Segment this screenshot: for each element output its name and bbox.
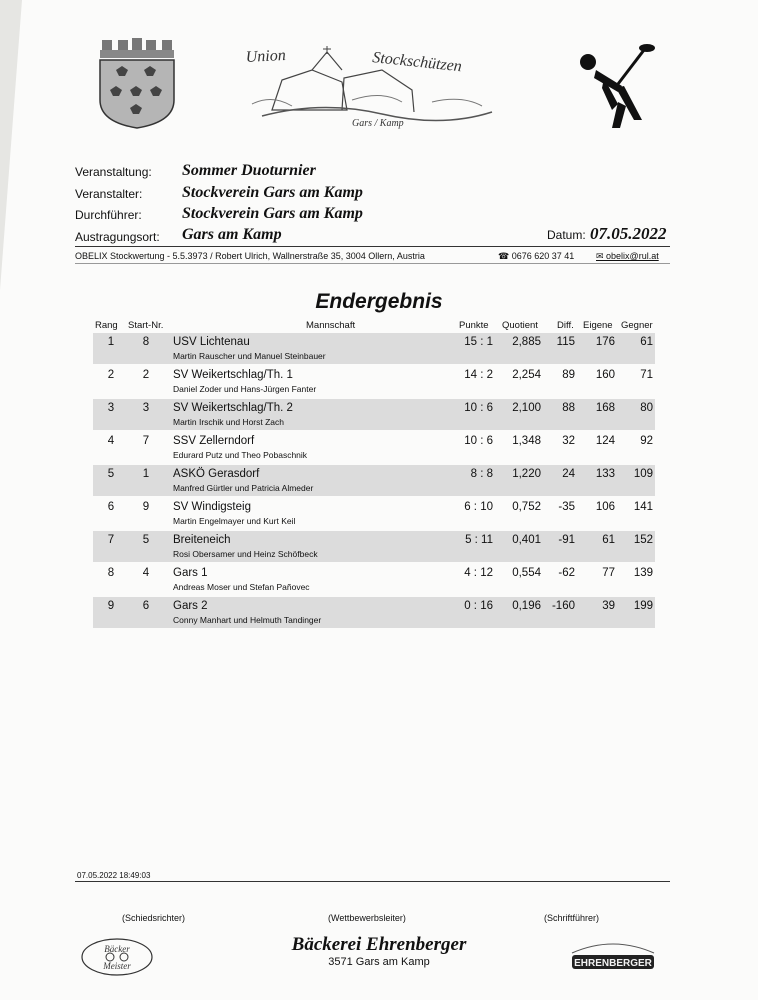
- cell-team: SV Weikertschlag/Th. 1: [173, 369, 293, 381]
- svg-text:EHRENBERGER: EHRENBERGER: [574, 958, 652, 969]
- cell-team: Gars 1: [173, 567, 208, 579]
- cell-players: Edurard Putz und Theo Pobaschnik: [173, 450, 308, 460]
- cell-startnr: 3: [142, 402, 150, 414]
- cell-rang: 2: [107, 369, 115, 381]
- svg-text:Bäcker: Bäcker: [104, 944, 130, 954]
- col-quotient: Quotient: [502, 320, 538, 331]
- col-mannschaft: Mannschaft: [306, 320, 356, 331]
- col-punkte: Punkte: [459, 320, 489, 331]
- col-eigene: Eigene: [583, 320, 613, 331]
- table-row: [93, 597, 655, 628]
- datum-label: Datum:: [547, 228, 586, 242]
- cell-gegner: 92: [640, 435, 653, 447]
- cell-eigene: 77: [602, 567, 615, 579]
- cell-punkte: 14 : 2: [464, 369, 493, 381]
- cell-startnr: 4: [142, 567, 150, 579]
- table-row: [93, 465, 655, 496]
- cell-quotient: 1,220: [512, 468, 541, 480]
- cell-startnr: 2: [142, 369, 150, 381]
- col-diff: Diff.: [557, 320, 574, 331]
- table-row: [93, 432, 655, 463]
- cell-startnr: 1: [142, 468, 150, 480]
- durchfuehrer-value: Stockverein Gars am Kamp: [182, 205, 363, 222]
- cell-eigene: 176: [595, 336, 615, 348]
- cell-startnr: 6: [142, 600, 150, 612]
- cell-players: Conny Manhart und Helmuth Tandinger: [173, 615, 322, 625]
- cell-diff: -160: [551, 600, 575, 612]
- col-rang: Rang: [95, 320, 118, 331]
- cell-punkte: 15 : 1: [464, 336, 493, 348]
- veranstalter-label: Veranstalter:: [75, 187, 143, 201]
- cell-rang: 9: [107, 600, 115, 612]
- header-divider: [75, 246, 670, 247]
- cell-players: Daniel Zoder und Hans-Jürgen Fanter: [173, 384, 317, 394]
- ehrenberger-logo-icon: [566, 937, 660, 977]
- cell-quotient: 2,885: [512, 336, 541, 348]
- cell-quotient: 2,100: [512, 402, 541, 414]
- table-row: [93, 498, 655, 529]
- austragungsort-label: Austragungsort:: [75, 230, 160, 244]
- veranstalter-value: Stockverein Gars am Kamp: [182, 184, 363, 201]
- cell-players: Martin Engelmayer und Kurt Keil: [173, 516, 296, 526]
- cell-rang: 5: [107, 468, 115, 480]
- cell-diff: 24: [562, 468, 575, 480]
- table-row: [93, 531, 655, 562]
- schriftfuehrer-signature-label: (Schriftführer): [544, 913, 600, 923]
- cell-team: SV Windigsteig: [173, 501, 251, 513]
- cell-players: Martin Rauscher und Manuel Steinbauer: [173, 351, 326, 361]
- cell-eigene: 61: [602, 534, 615, 546]
- cell-punkte: 6 : 10: [464, 501, 493, 513]
- austragungsort-value: Gars am Kamp: [182, 226, 282, 243]
- cell-startnr: 7: [142, 435, 150, 447]
- software-info: OBELIX Stockwertung - 5.5.3973 / Robert Ulrich, Wallnerstraße 35, 3004 Ollern, Austria: [75, 251, 425, 261]
- cell-eigene: 39: [602, 600, 615, 612]
- cell-startnr: 5: [142, 534, 150, 546]
- club-logo-sketch: [232, 40, 522, 132]
- cell-eigene: 124: [595, 435, 615, 447]
- cell-gegner: 61: [640, 336, 653, 348]
- cell-punkte: 8 : 8: [470, 468, 493, 480]
- cell-players: Rosi Obersamer und Heinz Schöfbeck: [173, 549, 318, 559]
- cell-team: ASKÖ Gerasdorf: [173, 468, 260, 480]
- cell-quotient: 0,196: [512, 600, 541, 612]
- datum-value: 07.05.2022: [590, 224, 667, 243]
- footer-divider: [75, 881, 670, 882]
- svg-text:Union: Union: [245, 46, 287, 66]
- cell-players: Manfred Gürtler und Patricia Almeder: [173, 483, 314, 493]
- cell-diff: 88: [562, 402, 575, 414]
- cell-gegner: 199: [633, 600, 653, 612]
- svg-text:Stockschützen: Stockschützen: [371, 49, 463, 76]
- cell-gegner: 71: [640, 369, 653, 381]
- cell-rang: 6: [107, 501, 115, 513]
- cell-rang: 1: [107, 336, 115, 348]
- print-timestamp: 07.05.2022 18:49:03: [77, 871, 151, 880]
- table-row: [93, 333, 655, 364]
- table-row: [93, 399, 655, 430]
- cell-quotient: 0,554: [512, 567, 541, 579]
- cell-rang: 4: [107, 435, 115, 447]
- svg-text:Meister: Meister: [103, 961, 131, 971]
- cell-diff: 89: [562, 369, 575, 381]
- cell-startnr: 9: [142, 501, 150, 513]
- veranstaltung-value: Sommer Duoturnier: [182, 162, 316, 179]
- cell-punkte: 5 : 11: [465, 534, 493, 546]
- cell-quotient: 2,254: [512, 369, 541, 381]
- cell-gegner: 109: [633, 468, 653, 480]
- cell-eigene: 133: [595, 468, 615, 480]
- cell-rang: 3: [107, 402, 115, 414]
- sponsor-address: 3571 Gars am Kamp: [328, 956, 430, 968]
- cell-punkte: 10 : 6: [464, 402, 493, 414]
- cell-gegner: 139: [633, 567, 653, 579]
- cell-punkte: 10 : 6: [464, 435, 493, 447]
- page-title: Endergebnis: [315, 290, 443, 313]
- page-fold-shadow: [0, 0, 22, 290]
- cell-diff: -62: [558, 567, 575, 579]
- cell-quotient: 0,401: [512, 534, 541, 546]
- schiedsrichter-signature-label: (Schiedsrichter): [122, 913, 186, 923]
- cell-diff: -91: [558, 534, 575, 546]
- cell-quotient: 0,752: [512, 501, 541, 513]
- cell-punkte: 4 : 12: [464, 567, 493, 579]
- cell-eigene: 168: [595, 402, 615, 414]
- cell-gegner: 141: [633, 501, 653, 513]
- cell-team: Breiteneich: [173, 534, 231, 546]
- club-logo-location: Gars / Kamp: [352, 118, 404, 129]
- cell-team: USV Lichtenau: [173, 336, 250, 348]
- veranstaltung-label: Veranstaltung:: [75, 165, 152, 179]
- cell-quotient: 1,348: [512, 435, 541, 447]
- table-row: [93, 366, 655, 397]
- cell-team: SV Weikertschlag/Th. 2: [173, 402, 293, 414]
- cell-gegner: 152: [633, 534, 653, 546]
- col-startnr: Start-Nr.: [128, 320, 164, 331]
- cell-rang: 7: [107, 534, 115, 546]
- email-link[interactable]: ✉ obelix@rul.at: [596, 251, 659, 261]
- table-row: [93, 564, 655, 595]
- coat-of-arms-icon: [96, 38, 178, 130]
- phone-info: ☎ 0676 620 37 41: [498, 251, 575, 261]
- cell-punkte: 0 : 16: [464, 600, 493, 612]
- curler-pictogram-icon: [574, 40, 658, 132]
- col-gegner: Gegner: [621, 320, 653, 331]
- cell-players: Martin Irschik und Horst Zach: [173, 417, 285, 427]
- cell-team: SSV Zellerndorf: [173, 435, 255, 447]
- wettbewerbsleiter-signature-label: (Wettbewerbsleiter): [328, 913, 406, 923]
- cell-gegner: 80: [640, 402, 653, 414]
- info-divider: [75, 263, 670, 264]
- cell-diff: 32: [562, 435, 575, 447]
- cell-team: Gars 2: [173, 600, 208, 612]
- cell-startnr: 8: [142, 336, 150, 348]
- cell-diff: 115: [556, 336, 575, 348]
- cell-eigene: 106: [595, 501, 615, 513]
- cell-rang: 8: [107, 567, 115, 579]
- sponsor-name: Bäckerei Ehrenberger: [291, 934, 467, 955]
- durchfuehrer-label: Durchführer:: [75, 208, 142, 222]
- cell-eigene: 160: [595, 369, 615, 381]
- cell-players: Andreas Moser und Stefan Pañovec: [173, 582, 310, 592]
- cell-diff: -35: [558, 501, 575, 513]
